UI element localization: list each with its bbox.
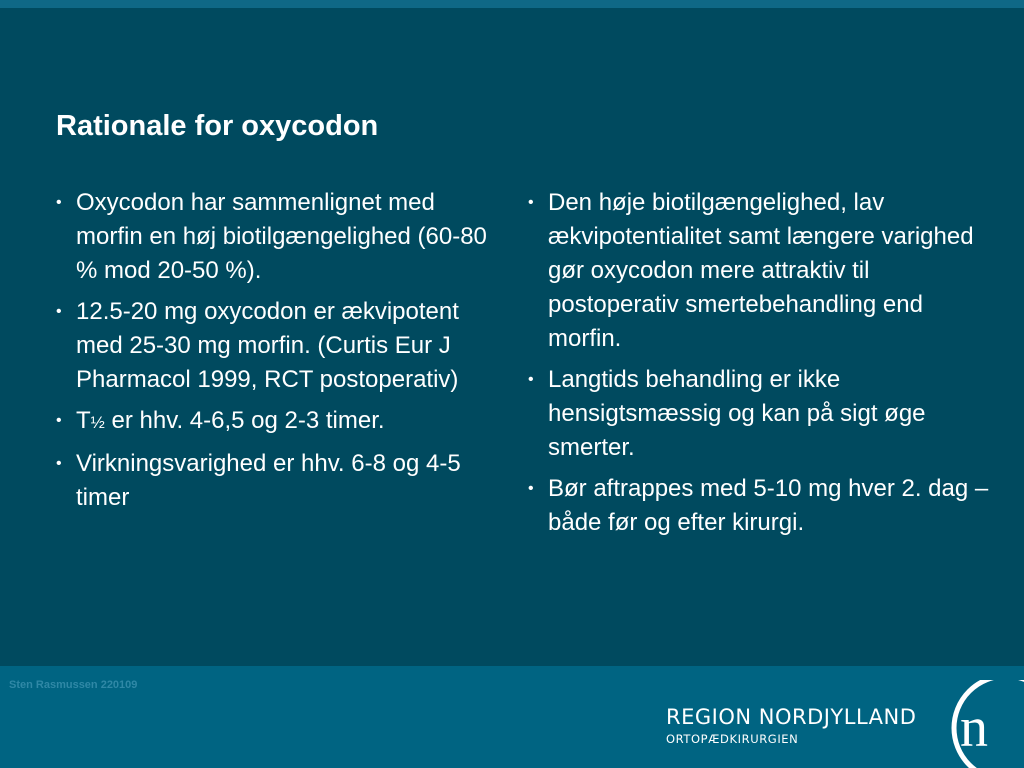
slide-title: Rationale for oxycodon [56, 110, 379, 142]
region-logo-icon [944, 680, 1024, 768]
department-name: ORTOPÆDKIRURGIEN [666, 732, 799, 746]
bullet-icon: • [56, 194, 62, 211]
left-bullet-list [56, 186, 496, 522]
bullet-icon: • [528, 371, 534, 388]
bullet-text: Bør aftrappes med 5-10 mg hver 2. dag – både før og efter kirurgi. [548, 475, 989, 536]
bullet-icon: • [528, 194, 534, 211]
bullet-text: Langtids behandling er ikke hensigtsmæssig og kan på sigt øge smerter. [548, 366, 926, 461]
right-bullet-list [528, 186, 998, 547]
bullet-item [56, 404, 496, 440]
bullet-text-suffix: er hhv. 4-6,5 og 2-3 timer. [104, 407, 385, 434]
bullet-icon: • [528, 480, 534, 497]
bullet-icon: • [56, 303, 62, 320]
bullet-text-fraction: ½ [90, 413, 105, 432]
bullet-text-prefix: T [76, 407, 91, 434]
bullet-item [528, 472, 998, 540]
bullet-item [528, 363, 998, 465]
bullet-text: Virkningsvarighed er hhv. 6-8 og 4-5 timer [76, 450, 461, 511]
author-credit: Sten Rasmussen 220109 [9, 679, 138, 691]
bullet-text: 12.5-20 mg oxycodon er ækvipotent med 25-30 mg morfin. (Curtis Eur J Pharmacol 1999, RCT postoperativ) [76, 298, 459, 393]
top-stripe [0, 0, 1024, 8]
organization-name: REGION NORDJYLLAND [666, 705, 917, 729]
bullet-item [56, 447, 496, 515]
bullet-text: Oxycodon har sammenlignet med morfin en høj biotilgængelighed (60-80 % mod 20-50 %). [76, 189, 487, 284]
bullet-icon: • [56, 412, 62, 429]
bullet-item [56, 186, 496, 288]
bullet-item [528, 186, 998, 356]
svg-text:n: n [960, 697, 988, 759]
bullet-icon: • [56, 455, 62, 472]
bullet-text: Den høje biotilgængelighed, lav ækvipotentialitet samt længere varighed gør oxycodon mere attraktiv til postoperativ smertebehandling end morfin. [548, 189, 974, 352]
bullet-item [56, 295, 496, 397]
